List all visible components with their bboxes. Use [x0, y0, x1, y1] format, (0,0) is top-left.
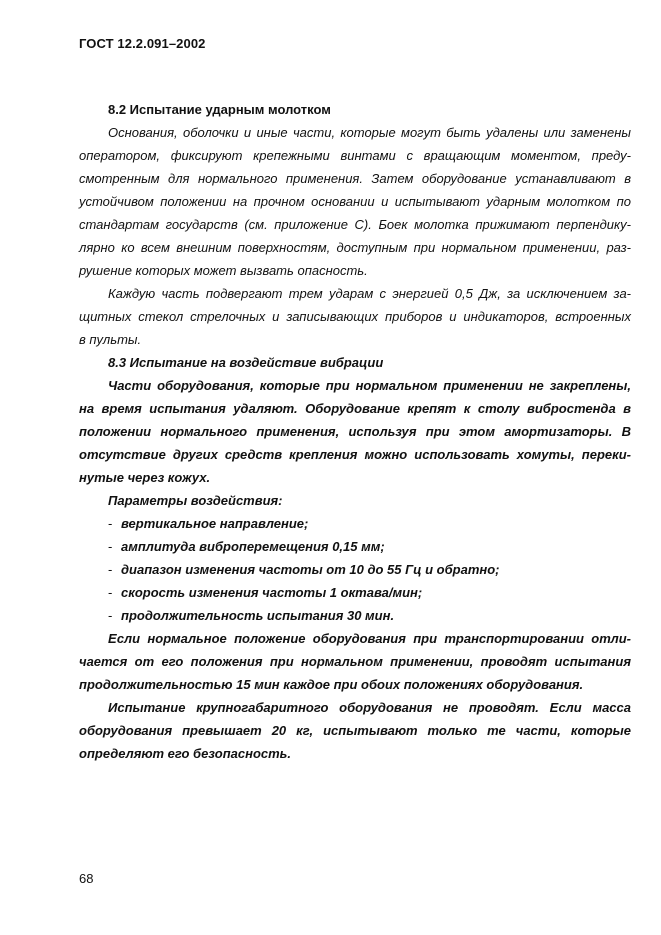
- text-line: продолжительностью 15 мин каждое при обоих положениях оборудования.: [79, 677, 584, 692]
- text-line: нутые через кожух.: [79, 470, 211, 485]
- list-item-text: продолжительность испытания 30 мин.: [121, 608, 395, 623]
- list-dash: -: [108, 585, 113, 600]
- list-item: [79, 581, 631, 604]
- list-item: [79, 604, 631, 627]
- paragraph-8-3-1: [79, 374, 631, 489]
- text-line: Каждую часть подвергают трем ударам с энергией 0,5 Дж, за исключением за-: [108, 286, 631, 301]
- list-dash: -: [108, 539, 113, 554]
- text-line: на время испытания удаляют. Оборудование крепят к столу вибростенда в: [79, 401, 631, 416]
- text-line: щитных стекол стрелочных и записывающих приборов и индикаторов, встроенных: [79, 309, 631, 324]
- parameters-list: [79, 512, 631, 627]
- list-item-text: диапазон изменения частоты от 10 до 55 Гц и обратно;: [121, 562, 500, 577]
- text-line: оборудования превышает 20 кг, испытывают только те части, которые: [79, 723, 631, 738]
- list-item-text: амплитуда виброперемещения 0,15 мм;: [121, 539, 385, 554]
- text-line: стандартам государств (см. приложение С). Боек молотка прижимают перпендику-: [79, 217, 631, 232]
- text-line: Если нормальное положение оборудования при транспортировании отли-: [108, 631, 631, 646]
- list-dash: -: [108, 608, 113, 623]
- text-line: рушение которых может вызвать опасность.: [79, 263, 368, 278]
- text-line: устойчивом положении на прочном основании и испытывают ударным молотком по: [79, 194, 631, 209]
- text-line: отсутствие других средств крепления можно использовать хомуты, переки-: [79, 447, 631, 462]
- paragraph-8-3-2: [79, 627, 631, 696]
- text-line: в пульты.: [79, 332, 142, 347]
- page-body: [79, 98, 631, 765]
- text-line: Части оборудования, которые при нормальном применении не закреплены,: [108, 378, 631, 393]
- text-line: Испытание крупногабаритного оборудования не проводят. Если масса: [108, 700, 631, 715]
- list-item: [79, 512, 631, 535]
- list-dash: -: [108, 562, 113, 577]
- text-line: оператором, фиксируют крепежными винтами с вращающим моментом, преду-: [79, 148, 631, 163]
- list-item-text: вертикальное направление;: [121, 516, 309, 531]
- text-line: Основания, оболочки и иные части, которые могут быть удалены или заменены: [108, 125, 631, 140]
- parameters-title: Параметры воздействия:: [108, 493, 283, 508]
- text-line: смотренным для нормального применения. Затем оборудование устанавливают в: [79, 171, 631, 186]
- section-heading-8-3: 8.3 Испытание на воздействие вибрации: [108, 355, 384, 370]
- list-item-text: скорость изменения частоты 1 октава/мин;: [121, 585, 423, 600]
- paragraph-8-2-2: [79, 282, 631, 351]
- list-item: [79, 535, 631, 558]
- paragraph-8-2-1: [79, 121, 631, 282]
- section-heading-8-2: 8.2 Испытание ударным молотком: [108, 102, 331, 117]
- text-line: чается от его положения при нормальном применении, проводят испытания: [79, 654, 631, 669]
- text-line: определяют его безопасность.: [79, 746, 292, 761]
- list-item: [79, 558, 631, 581]
- paragraph-8-3-3: [79, 696, 631, 765]
- page-number: 68: [79, 871, 94, 886]
- list-dash: -: [108, 516, 113, 531]
- text-line: положении нормального применения, используя при этом амортизаторы. В: [79, 424, 631, 439]
- document-header: ГОСТ 12.2.091–2002: [79, 36, 206, 51]
- text-line: лярно ко всем внешним поверхностям, доступным при нормальном применении, раз-: [79, 240, 631, 255]
